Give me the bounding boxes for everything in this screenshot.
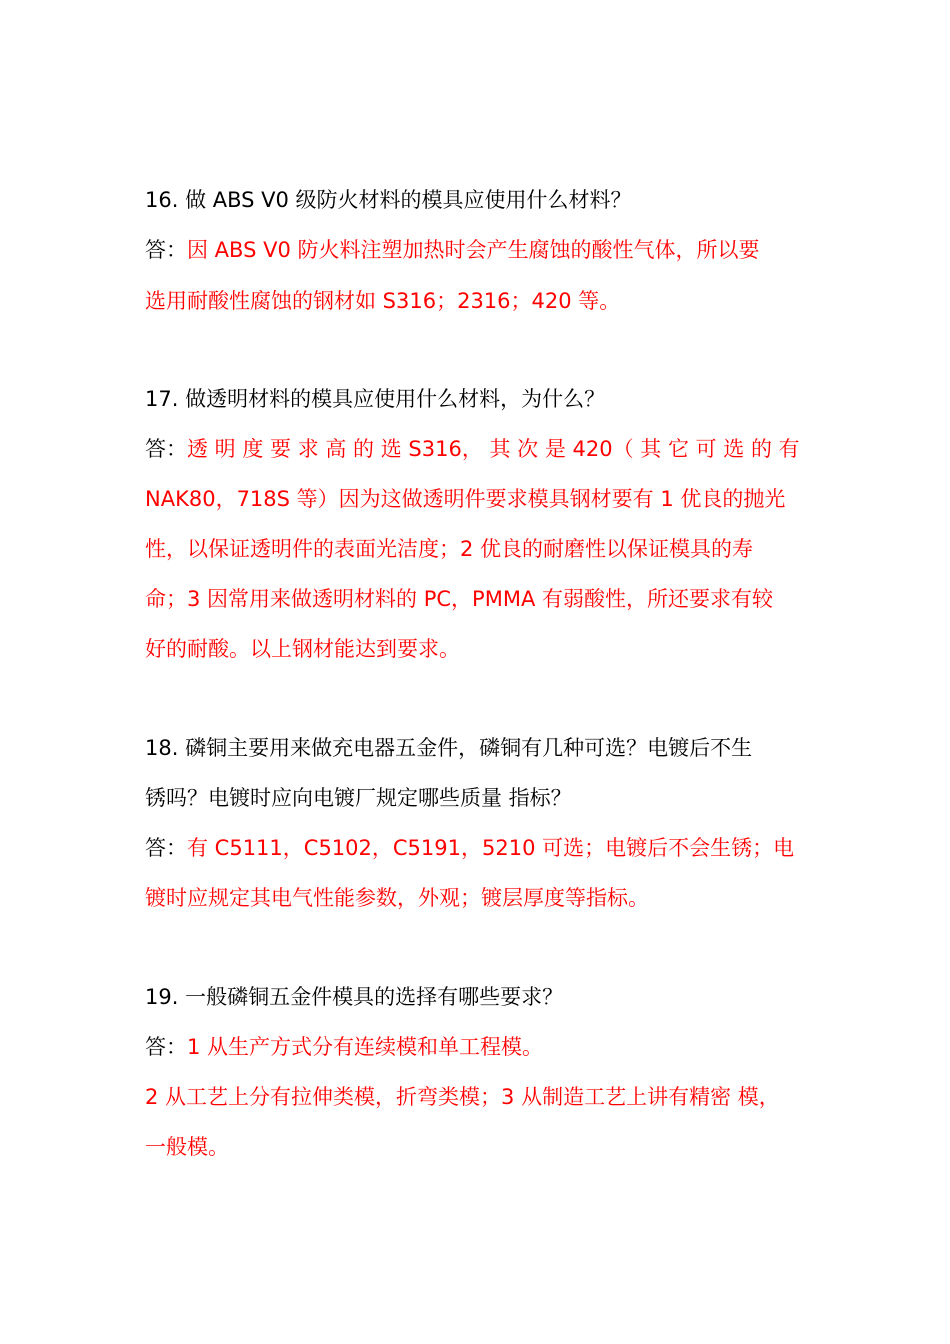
- answer-17-line-5: 好的耐酸。以上钢材能达到要求。: [145, 637, 460, 661]
- answer-text: 因 ABS V0 防火料注塑加热时会产生腐蚀的酸性气体，所以要: [187, 238, 760, 262]
- question-19: 19. 一般磷铜五金件模具的选择有哪些要求？: [145, 985, 564, 1009]
- answer-text: 有 C5111，C5102，C5191，5210 可选；电镀后不会生锈；电: [187, 836, 795, 860]
- question-18-line-2: 锈吗？电镀时应向电镀厂规定哪些质量 指标？: [145, 786, 572, 810]
- answer-19-line-1: [145, 1032, 810, 1062]
- answer-label: 答：: [145, 836, 187, 860]
- answer-16-line-2: 选用耐酸性腐蚀的钢材如 S316；2316；420 等。: [145, 289, 621, 313]
- answer-text: 1 从生产方式分有连续模和单工程模。: [187, 1035, 544, 1059]
- answer-17-line-3: 性，以保证透明件的表面光洁度；2 优良的耐磨性以保证模具的寿: [145, 537, 754, 561]
- question-16: 16. 做 ABS V0 级防火材料的模具应使用什么材料？: [145, 188, 632, 212]
- answer-19-line-2: 2 从工艺上分有拉伸类模，折弯类模；3 从制造工艺上讲有精密 模，: [145, 1085, 780, 1109]
- answer-19-line-3: 一般模。: [145, 1135, 229, 1159]
- question-17: 17. 做透明材料的模具应使用什么材料，为什么？: [145, 387, 606, 411]
- answer-18-line-2: 镀时应规定其电气性能参数，外观；镀层厚度等指标。: [145, 886, 649, 910]
- answer-label: 答：: [145, 437, 187, 461]
- answer-18-line-1: [145, 833, 810, 863]
- answer-label: 答：: [145, 1035, 187, 1059]
- answer-17-line-4: 命；3 因常用来做透明材料的 PC，PMMA 有弱酸性，所还要求有较: [145, 587, 773, 611]
- answer-17-line-2: NAK80，718S 等）因为这做透明件要求模具钢材要有 1 优良的抛光: [145, 487, 786, 511]
- answer-16-line-1: [145, 235, 810, 265]
- answer-text: 透 明 度 要 求 高 的 选 S316， 其 次 是 420（ 其 它 可 选 的 有: [187, 437, 800, 461]
- question-18-line-1: 18. 磷铜主要用来做充电器五金件，磷铜有几种可选？电镀后不生: [145, 736, 753, 760]
- answer-label: 答：: [145, 238, 187, 262]
- answer-17-line-1: [145, 434, 810, 464]
